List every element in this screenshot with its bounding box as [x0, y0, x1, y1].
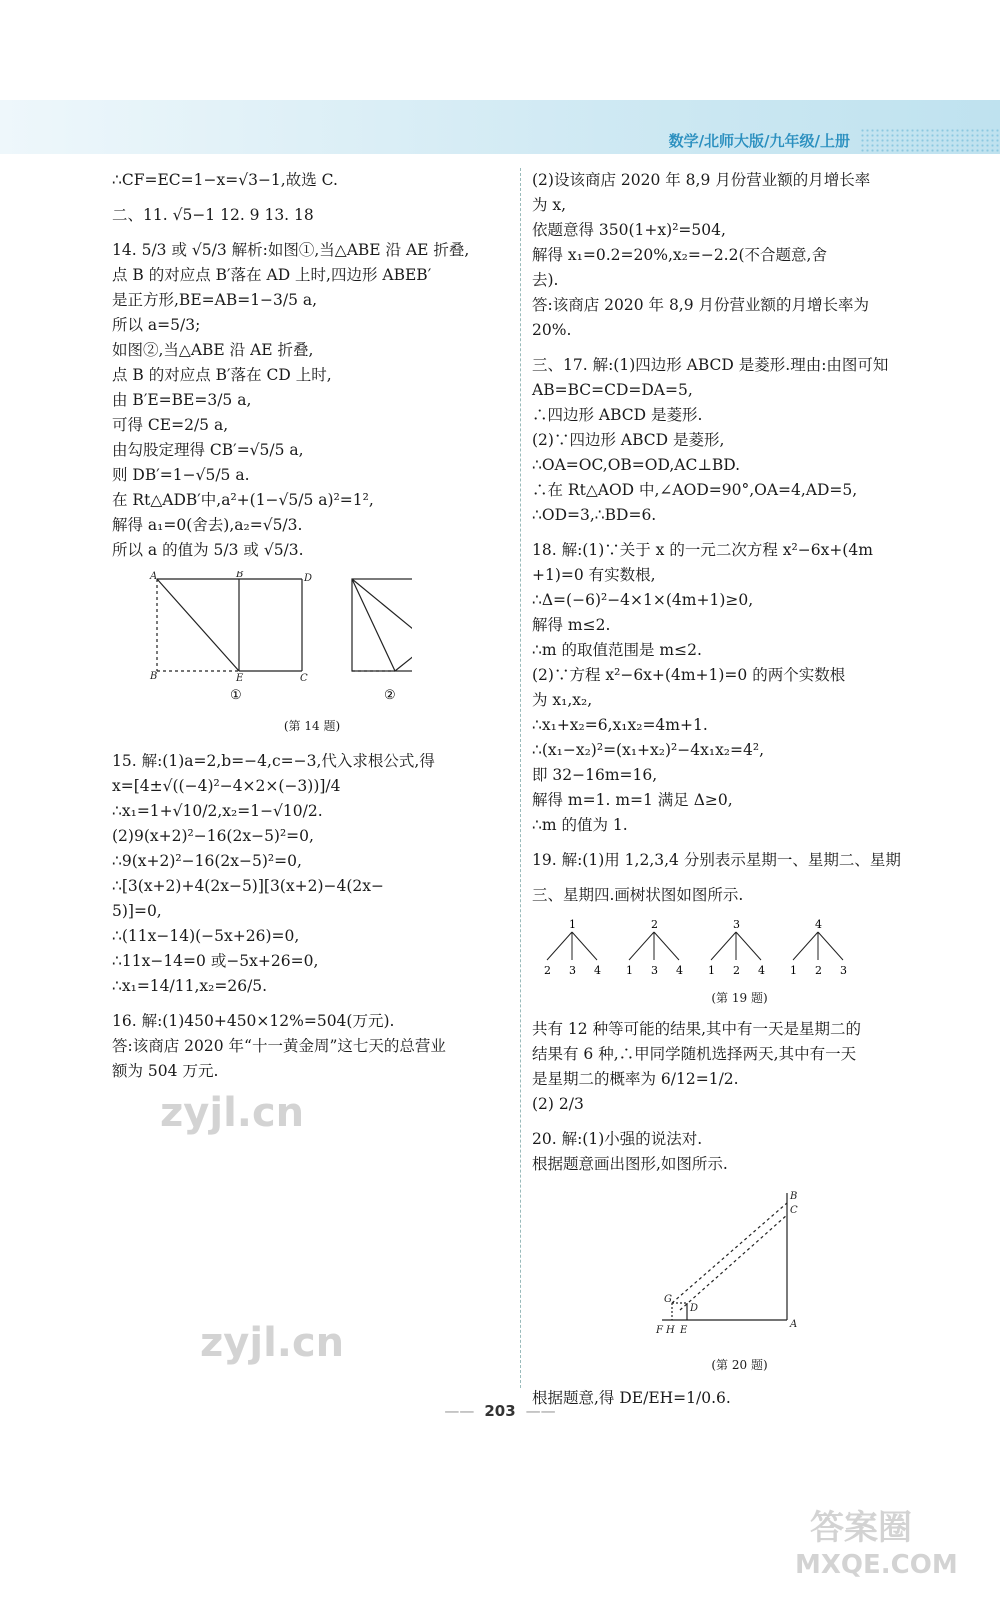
svg-text:H: H [666, 1325, 675, 1336]
right-line: 即 32−16m=16, [532, 766, 658, 784]
column-divider [520, 168, 521, 1388]
svg-text:B′: B′ [236, 571, 246, 580]
left-line: 14. 5/3 或 √5/3 解析:如图①,当△ABE 沿 AE 折叠, [112, 241, 470, 259]
tree-root: 3 [733, 918, 740, 931]
left-line: 额为 504 万元. [112, 1062, 219, 1080]
left-line: 如图②,当△ABE 沿 AE 折叠, [112, 341, 314, 359]
left-line: ∴CF=EC=1−x=√3−1,故选 C. [112, 171, 338, 189]
svg-text:G: G [664, 1294, 672, 1305]
header-band [0, 100, 1000, 154]
page-footer: —— 203 —— [444, 1402, 556, 1420]
right-line: (2)∵方程 x²−6x+(4m+1)=0 的两个实数根 [532, 666, 846, 684]
header-dot-pattern [860, 128, 1000, 152]
right-line: 20. 解:(1)小强的说法对. [532, 1130, 703, 1148]
right-line: 为 x₁,x₂, [532, 691, 593, 709]
left-line: 由勾股定理得 CB′=√5/5 a, [112, 441, 304, 459]
left-line: 点 B 的对应点 B′落在 CD 上时, [112, 366, 332, 384]
tree-leaf: 1 [708, 964, 715, 977]
left-line: ∴9(x+2)²−16(2x−5)²=0, [112, 852, 302, 870]
watermark-3: 答案圈 [810, 1508, 912, 1548]
svg-text:A: A [150, 571, 158, 582]
left-line: 二、11. √5−1 12. 9 13. 18 [112, 206, 314, 224]
right-line: 根据题意,得 DE/EH=1/0.6. [532, 1389, 731, 1407]
left-line: x=[4±√((−4)²−4×2×(−3))]/4 [112, 777, 341, 795]
svg-text:C: C [790, 1205, 798, 1216]
right-line: 去). [532, 271, 559, 289]
tree-root: 1 [569, 918, 576, 931]
tree-branch [793, 932, 818, 960]
left-line: 则 DB′=1−√5/5 a. [112, 466, 250, 484]
left-line: ∴(11x−14)(−5x+26)=0, [112, 927, 300, 945]
left-line: 15. 解:(1)a=2,b=−4,c=−3,代入求根公式,得 [112, 752, 435, 770]
left-line: 可得 CE=2/5 a, [112, 416, 229, 434]
right-line: 依题意得 350(1+x)²=504, [532, 221, 726, 239]
figure-14-label-1: ① [230, 688, 242, 703]
right-line: ∴OA=OC,OB=OD,AC⊥BD. [532, 456, 741, 474]
tree-leaf: 3 [651, 964, 658, 977]
tree-leaf: 1 [790, 964, 797, 977]
tree-branch [572, 932, 597, 960]
left-line: 5)]=0, [112, 902, 162, 920]
right-line: ∴Δ=(−6)²−4×1×(4m+1)≥0, [532, 591, 754, 609]
tree-leaf: 2 [733, 964, 740, 977]
tree-leaf: 1 [626, 964, 633, 977]
svg-text:E: E [236, 673, 244, 684]
right-line: 20%. [532, 321, 572, 339]
right-line: (2)设该商店 2020 年 8,9 月份营业额的月增长率 [532, 171, 871, 189]
right-line: 共有 12 种等可能的结果,其中有一天是星期二的 [532, 1020, 862, 1038]
left-line: ∴x₁=14/11,x₂=26/5. [112, 977, 268, 995]
svg-text:B: B [790, 1191, 798, 1202]
tree-leaf: 4 [676, 964, 683, 977]
right-line: +1)=0 有实数根, [532, 566, 656, 584]
figure-14-label-2: ② [384, 688, 396, 703]
right-line: 根据题意画出图形,如图所示. [532, 1155, 728, 1173]
left-column [112, 168, 512, 1084]
right-column [532, 168, 947, 1411]
tree-leaf: 2 [544, 964, 551, 977]
figure-19-tree [532, 916, 862, 978]
right-line: 三、17. 解:(1)四边形 ABCD 是菱形.理由:由图可知 [532, 356, 889, 374]
right-line: ∴四边形 ABCD 是菱形. [532, 406, 703, 424]
right-line: 解得 x₁=0.2=20%,x₂=−2.2(不合题意,舍 [532, 246, 827, 264]
right-line: AB=BC=CD=DA=5, [532, 381, 693, 399]
svg-text:D: D [690, 1303, 699, 1314]
tree-branch [818, 932, 843, 960]
svg-text:D: D [304, 573, 313, 584]
figure-20 [532, 1185, 832, 1345]
right-line: 答:该商店 2020 年 8,9 月份营业额的月增长率为 [532, 296, 870, 314]
tree-branch [547, 932, 572, 960]
right-line: ∴m 的取值范围是 m≤2. [532, 641, 702, 659]
svg-text:F: F [656, 1325, 663, 1336]
left-line: (2)9(x+2)²−16(2x−5)²=0, [112, 827, 314, 845]
right-line: 解得 m=1. m=1 满足 Δ≥0, [532, 791, 733, 809]
tree-root: 4 [815, 918, 822, 931]
left-line: 在 Rt△ADB′中,a²+(1−√5/5 a)²=1², [112, 491, 374, 509]
right-line: 18. 解:(1)∵关于 x 的一元二次方程 x²−6x+(4m [532, 541, 873, 559]
tree-leaf: 3 [840, 964, 847, 977]
left-line: 解得 a₁=0(舍去),a₂=√5/3. [112, 516, 303, 534]
page-number: 203 [484, 1402, 516, 1420]
svg-text:C: C [300, 673, 308, 684]
tree-branch [736, 932, 761, 960]
right-line: 解得 m≤2. [532, 616, 611, 634]
right-line: ∴OD=3,∴BD=6. [532, 506, 657, 524]
svg-text:E: E [680, 1325, 688, 1336]
tree-leaf: 2 [815, 964, 822, 977]
figure-14-caption: (第 14 题) [283, 719, 341, 733]
right-line: ∴m 的值为 1. [532, 816, 628, 834]
left-line: 点 B 的对应点 B′落在 AD 上时,四边形 ABEB′ [112, 266, 432, 284]
watermark-2: zyjl.cn [200, 1320, 345, 1366]
tree-leaf: 4 [594, 964, 601, 977]
left-line: 16. 解:(1)450+450×12%=504(万元). [112, 1012, 395, 1030]
left-line: 是正方形,BE=AB=1−3/5 a, [112, 291, 318, 309]
right-line: 19. 解:(1)用 1,2,3,4 分别表示星期一、星期二、星期 [532, 851, 901, 869]
tree-root: 2 [651, 918, 658, 931]
tree-branch [711, 932, 736, 960]
watermark-1: zyjl.cn [160, 1090, 305, 1136]
tree-leaf: 3 [569, 964, 576, 977]
tree-branch [654, 932, 679, 960]
left-line: 所以 a 的值为 5/3 或 √5/3. [112, 541, 304, 559]
left-line: 答:该商店 2020 年“十一黄金周”这七天的总营业 [112, 1037, 446, 1055]
tree-branch [629, 932, 654, 960]
left-line: 所以 a=5/3; [112, 316, 201, 334]
right-line: ∴x₁+x₂=6,x₁x₂=4m+1. [532, 716, 708, 734]
svg-text:A: A [790, 1319, 798, 1330]
left-line: ∴11x−14=0 或−5x+26=0, [112, 952, 319, 970]
right-line: ∴在 Rt△AOD 中,∠AOD=90°,OA=4,AD=5, [532, 481, 858, 499]
header-title: 数学/北师大版/九年级/上册 [668, 132, 850, 150]
right-line: (2) 2/3 [532, 1095, 584, 1113]
figure-20-caption: (第 20 题) [711, 1358, 768, 1372]
watermark-4: MXQE.COM [795, 1550, 958, 1580]
svg-text:B: B [150, 671, 158, 682]
tree-leaf: 4 [758, 964, 765, 977]
left-line: ∴[3(x+2)+4(2x−5)][3(x+2)−4(2x− [112, 877, 384, 895]
right-line: 结果有 6 种,∴甲同学随机选择两天,其中有一天 [532, 1045, 857, 1063]
right-line: 是星期二的概率为 6/12=1/2. [532, 1070, 739, 1088]
figure-19-caption: (第 19 题) [711, 991, 768, 1005]
left-line: 由 B′E=BE=3/5 a, [112, 391, 252, 409]
figure-14 [112, 571, 412, 706]
right-line: 为 x, [532, 196, 567, 214]
right-line: ∴(x₁−x₂)²=(x₁+x₂)²−4x₁x₂=4², [532, 741, 765, 759]
right-line: (2)∵四边形 ABCD 是菱形, [532, 431, 725, 449]
left-line: ∴x₁=1+√10/2,x₂=1−√10/2. [112, 802, 323, 820]
right-line: 三、星期四.画树状图如图所示. [532, 886, 744, 904]
